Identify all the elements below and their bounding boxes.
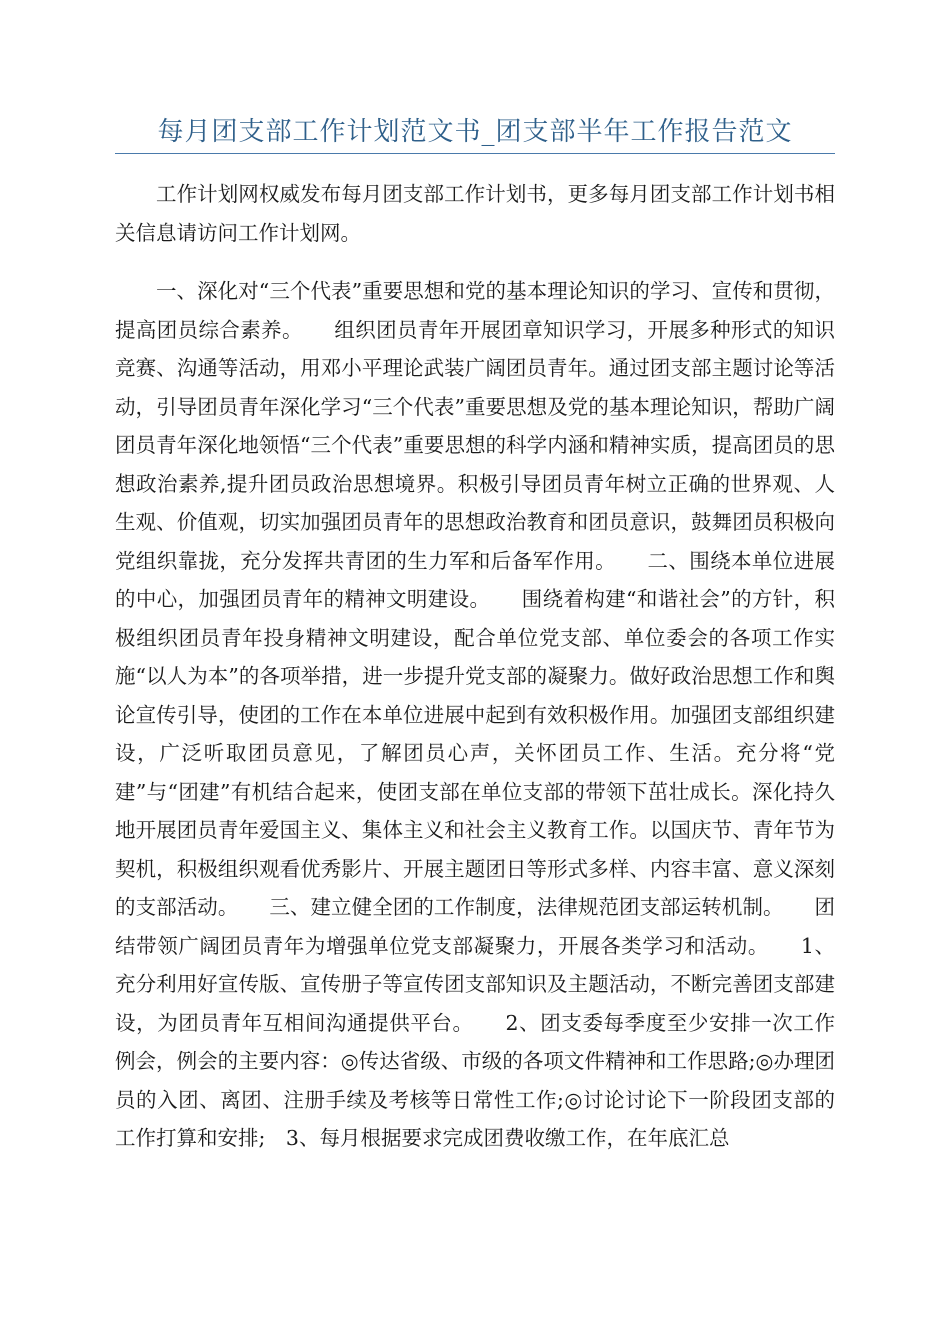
document-body — [115, 175, 835, 1158]
intro-paragraph: 工作计划网权威发布每月团支部工作计划书，更多每月团支部工作计划书相关信息请访问工作计划网。 — [115, 182, 835, 245]
document-title: 每月团支部工作计划范文书_团支部半年工作报告范文 — [157, 117, 793, 147]
main-paragraph: 一、深化对“三个代表”重要思想和党的基本理论知识的学习、宣传和贯彻，提高团员综合素养。 组织团员青年开展团章知识学习，开展多种形式的知识竞赛、沟通等活动，用邓小平理论武装广阔团员青年。通过团支部主题讨论等活动，引导团员青年深化学习“三个代表”重要思想及党的基本理论知识，帮助广阔团员青年深化地领悟“三个代表”重要思想的科学内涵和精神实质，提高团员的思想政治素养,提升团员政治思想境界。积极引导团员青年树立正确的世界观、人生观、价值观，切实加强团员青年的思想政治教育和团员意识，鼓舞团员积极向党组织靠拢，充分发挥共青团的生力军和后备军作用。 二、围绕本单位进展的中心，加强团员青年的精神文明建设。 围绕着构建“和谐社会”的方针，积极组织团员青年投身精神文明建设，配合单位党支部、单位委会的各项工作实施“以人为本”的各项举措，进一步提升党支部的凝聚力。做好政治思想工作和舆论宣传引导，使团的工作在本单位进展中起到有效积极作用。加强团支部组织建设，广泛听取团员意见，了解团员心声，关怀团员工作、生活。充分将“党建”与“团建”有机结合起来，使团支部在单位支部的带领下茁壮成长。深化持久地开展团员青年爱国主义、集体主义和社会主义教育工作。以国庆节、青年节为契机，积极组织观看优秀影片、开展主题团日等形式多样、内容丰富、意义深刻的支部活动。 三、建立健全团的工作制度，法律规范团支部运转机制。 团结带领广阔团员青年为增强单位党支部凝聚力，开展各类学习和活动。 1、充分利用好宣传版、宣传册子等宣传团支部知识及主题活动，不断完善团支部建设，为团员青年互相间沟通提供平台。 2、团支委每季度至少安排一次工作例会，例会的主要内容：◎传达省级、市级的各项文件精神和工作思路;◎办理团员的入团、离团、注册手续及考核等日常性工作;◎讨论讨论下一阶段团支部的工作打算和安排; 3、每月根据要求完成团费收缴工作，在年底汇总 — [115, 279, 835, 1150]
title-underline — [115, 153, 835, 154]
